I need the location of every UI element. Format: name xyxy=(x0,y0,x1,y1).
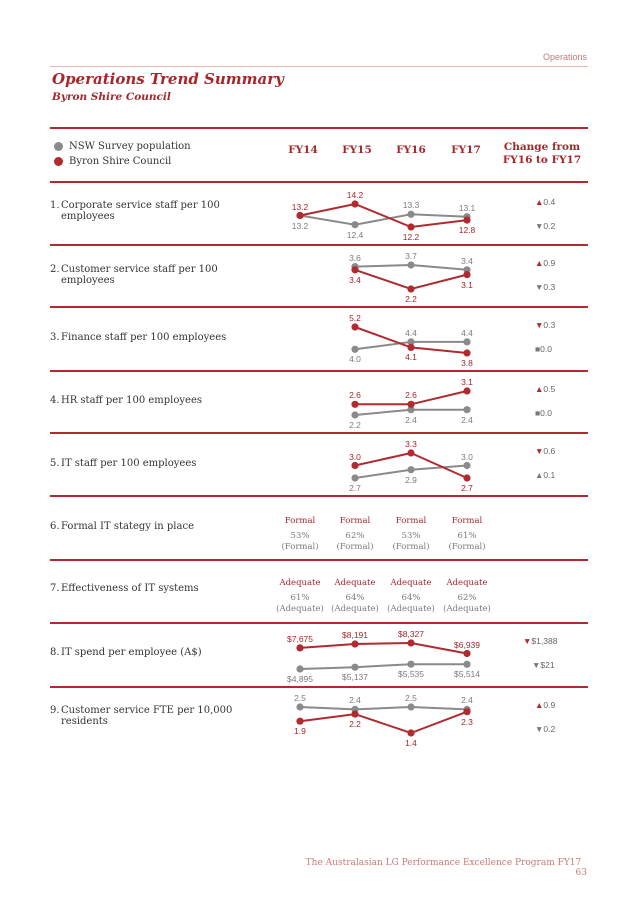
nsw-sub-text: (Formal) xyxy=(448,542,486,552)
nsw-text: 62% xyxy=(345,531,365,541)
council-data-point xyxy=(351,640,358,647)
nsw-change-value: 0.0 xyxy=(540,344,552,354)
nsw-data-label: 2.4 xyxy=(349,695,361,705)
nsw-sub-text: (Formal) xyxy=(281,542,319,552)
nsw-change-value: 0.0 xyxy=(540,408,552,418)
council-text: Adequate xyxy=(390,578,432,588)
change-direction-icon: ▲ xyxy=(535,197,544,207)
council-series-line xyxy=(300,712,467,733)
council-data-label: $8,191 xyxy=(342,630,368,640)
nsw-series-line xyxy=(300,707,467,709)
nsw-data-label: 3.0 xyxy=(461,452,473,462)
nsw-text: 53% xyxy=(401,531,421,541)
change-direction-icon: ▼ xyxy=(532,660,541,670)
council-series-line xyxy=(300,643,467,654)
council-data-point xyxy=(296,644,303,651)
nsw-change-value: 0.2 xyxy=(543,724,556,734)
change-direction-icon: ▼ xyxy=(535,320,544,330)
row-label-text: IT staff per 100 employees xyxy=(61,458,197,469)
council-data-label: 12.2 xyxy=(402,232,420,242)
nsw-data-label: $4,895 xyxy=(287,674,313,684)
council-change-value: 0.9 xyxy=(543,258,556,268)
row-number: 7. xyxy=(50,583,60,594)
nsw-sub-text: (Formal) xyxy=(336,542,374,552)
nsw-text: 64% xyxy=(401,593,421,603)
change-direction-icon: ■ xyxy=(535,344,541,354)
row-label-text: Customer service FTE per 10,000 residents xyxy=(61,705,233,727)
council-data-point xyxy=(351,200,358,207)
nsw-data-label: 2.4 xyxy=(461,415,473,425)
nsw-data-point xyxy=(351,664,358,671)
nsw-data-point xyxy=(296,665,303,672)
nsw-change-value: 0.3 xyxy=(543,282,556,292)
council-change-value: 0.3 xyxy=(543,320,556,330)
change-direction-icon: ▼ xyxy=(535,446,544,456)
nsw-data-point xyxy=(463,406,470,413)
council-data-point xyxy=(351,711,358,718)
council-data-label: 2.6 xyxy=(349,390,361,400)
nsw-sub-text: (Formal) xyxy=(392,542,430,552)
nsw-data-point xyxy=(407,661,414,668)
footer-program: The Australasian LG Performance Excellence Program FY17 xyxy=(305,858,582,868)
council-data-point xyxy=(296,718,303,725)
council-data-label: 3.3 xyxy=(405,439,417,449)
page-title: Operations Trend Summary xyxy=(52,70,284,88)
nsw-data-label: 2.4 xyxy=(405,415,417,425)
council-data-point xyxy=(351,323,358,330)
change-direction-icon: ▲ xyxy=(535,470,544,480)
council-data-point xyxy=(351,462,358,469)
nsw-data-label: 4.0 xyxy=(349,354,361,364)
council-data-label: 2.2 xyxy=(405,294,417,304)
footer xyxy=(300,858,587,878)
nsw-sub-text: (Adequate) xyxy=(276,604,324,614)
council-series-line xyxy=(355,453,467,478)
nsw-data-label: $5,514 xyxy=(454,669,480,679)
nsw-data-point xyxy=(407,211,414,218)
row-number: 4. xyxy=(50,395,60,406)
row-number: 6. xyxy=(50,521,60,532)
nsw-data-label: 2.5 xyxy=(294,693,306,703)
nsw-data-label: 13.1 xyxy=(458,203,476,213)
nsw-text: 53% xyxy=(290,531,310,541)
council-data-point xyxy=(463,349,470,356)
council-data-label: 2.2 xyxy=(349,719,361,729)
council-data-point xyxy=(407,223,414,230)
header-change-line2: FY16 to FY17 xyxy=(502,154,582,166)
council-data-label: 2.3 xyxy=(461,717,473,727)
council-data-label: 3.4 xyxy=(349,275,361,285)
nsw-change-value: 0.1 xyxy=(543,470,556,480)
council-data-label: 1.4 xyxy=(405,738,417,748)
row-number: 2. xyxy=(50,264,60,275)
row-number: 5. xyxy=(50,458,60,469)
nsw-data-point xyxy=(407,703,414,710)
council-change-value: 0.9 xyxy=(543,700,556,710)
nsw-data-point xyxy=(351,346,358,353)
legend-nsw-label: NSW Survey population xyxy=(69,141,191,152)
nsw-text: 62% xyxy=(457,593,477,603)
row-label-text: Effectiveness of IT systems xyxy=(61,583,199,594)
nsw-sub-text: (Adequate) xyxy=(443,604,491,614)
council-data-point xyxy=(407,729,414,736)
council-data-point xyxy=(407,401,414,408)
change-direction-icon: ■ xyxy=(535,408,541,418)
row-label-text: HR staff per 100 employees xyxy=(61,395,203,406)
nsw-data-label: $5,137 xyxy=(342,672,368,682)
council-data-point xyxy=(463,217,470,224)
council-data-label: 1.9 xyxy=(294,726,306,736)
nsw-data-point xyxy=(351,474,358,481)
council-data-point xyxy=(407,449,414,456)
change-direction-icon: ▼ xyxy=(523,636,532,646)
nsw-data-label: 12.4 xyxy=(346,230,364,240)
council-data-label: 3.1 xyxy=(461,280,473,290)
nsw-data-point xyxy=(463,462,470,469)
nsw-data-label: 2.9 xyxy=(405,475,417,485)
council-data-point xyxy=(407,285,414,292)
council-data-label: 2.7 xyxy=(461,483,473,493)
council-data-point xyxy=(463,474,470,481)
nsw-change-value: 0.2 xyxy=(543,221,556,231)
council-data-label: 5.2 xyxy=(349,313,361,323)
council-data-point xyxy=(296,212,303,219)
nsw-data-label: 3.6 xyxy=(349,253,361,263)
nsw-series-line xyxy=(300,664,467,669)
council-text: Formal xyxy=(339,516,371,526)
council-data-point xyxy=(351,401,358,408)
nsw-data-label: 2.4 xyxy=(461,695,473,705)
nsw-sub-text: (Adequate) xyxy=(387,604,435,614)
row-label-text: IT spend per employee (A$) xyxy=(61,647,202,658)
nsw-data-point xyxy=(463,338,470,345)
nsw-data-point xyxy=(296,703,303,710)
council-data-point xyxy=(463,271,470,278)
change-direction-icon: ▼ xyxy=(535,724,544,734)
legend-council-label: Byron Shire Council xyxy=(69,156,172,167)
header-change-line1: Change from xyxy=(503,141,581,153)
council-change-value: 0.6 xyxy=(543,446,556,456)
council-text: Adequate xyxy=(446,578,488,588)
council-data-label: 4.1 xyxy=(405,352,417,362)
nsw-data-label: $5,535 xyxy=(398,669,424,679)
change-direction-icon: ▼ xyxy=(535,221,544,231)
header-fy16: FY16 xyxy=(396,144,426,156)
footer-page: 63 xyxy=(575,868,587,878)
change-direction-icon: ▼ xyxy=(535,282,544,292)
nsw-text: 61% xyxy=(290,593,310,603)
nsw-data-label: 3.7 xyxy=(405,251,417,261)
nsw-data-point xyxy=(351,411,358,418)
nsw-change-value: $21 xyxy=(540,660,555,670)
row-label-text: Finance staff per 100 employees xyxy=(61,332,227,343)
council-data-point xyxy=(463,387,470,394)
council-data-label: 3.1 xyxy=(461,377,473,387)
change-direction-icon: ▲ xyxy=(535,258,544,268)
council-data-point xyxy=(351,266,358,273)
council-change-value: $1,388 xyxy=(531,636,558,646)
council-text: Formal xyxy=(284,516,316,526)
council-change-value: 0.5 xyxy=(543,384,556,394)
nsw-data-point xyxy=(407,261,414,268)
row-label-text: Formal IT stategy in place xyxy=(61,521,194,532)
nsw-data-label: 13.3 xyxy=(402,200,420,210)
nsw-data-label: 13.2 xyxy=(291,221,309,231)
council-text: Adequate xyxy=(279,578,321,588)
nsw-data-point xyxy=(463,661,470,668)
council-data-point xyxy=(463,650,470,657)
row-number: 8. xyxy=(50,647,60,658)
nsw-data-point xyxy=(351,221,358,228)
nsw-data-label: 4.4 xyxy=(461,328,473,338)
council-change-value: 0.4 xyxy=(543,197,556,207)
row-number: 1. xyxy=(50,200,60,211)
council-data-point xyxy=(463,708,470,715)
council-text: Formal xyxy=(451,516,483,526)
row-label-text: Corporate service staff per 100 employees xyxy=(61,200,220,222)
header-fy17: FY17 xyxy=(451,144,481,156)
council-text: Formal xyxy=(395,516,427,526)
council-data-point xyxy=(407,639,414,646)
change-direction-icon: ▲ xyxy=(535,384,544,394)
council-data-label: 12.8 xyxy=(458,225,476,235)
header-fy15: FY15 xyxy=(342,144,372,156)
nsw-data-label: 2.5 xyxy=(405,693,417,703)
change-direction-icon: ▲ xyxy=(535,700,544,710)
council-text: Adequate xyxy=(334,578,376,588)
council-data-label: 2.6 xyxy=(405,390,417,400)
nsw-data-label: 3.4 xyxy=(461,256,473,266)
council-data-label: $8,327 xyxy=(398,629,424,639)
page-subtitle: Byron Shire Council xyxy=(52,91,171,103)
nsw-text: 61% xyxy=(457,531,477,541)
council-data-label: 3.0 xyxy=(349,452,361,462)
council-data-label: 14.2 xyxy=(346,190,364,200)
nsw-data-point xyxy=(407,466,414,473)
nsw-text: 64% xyxy=(345,593,365,603)
row-label-text: Customer service staff per 100 employees xyxy=(61,264,218,286)
nsw-data-label: 2.2 xyxy=(349,420,361,430)
row-number: 3. xyxy=(50,332,60,343)
nsw-data-label: 2.7 xyxy=(349,483,361,493)
council-data-label: 3.8 xyxy=(461,358,473,368)
council-data-point xyxy=(407,344,414,351)
council-data-label: $6,939 xyxy=(454,640,480,650)
header-fy14: FY14 xyxy=(288,144,318,156)
row-number: 9. xyxy=(50,705,60,716)
nsw-sub-text: (Adequate) xyxy=(331,604,379,614)
council-data-label: $7,675 xyxy=(287,634,313,644)
section-tag: Operations xyxy=(542,52,587,62)
council-data-label: 13.2 xyxy=(291,202,309,212)
nsw-data-label: 4.4 xyxy=(405,328,417,338)
